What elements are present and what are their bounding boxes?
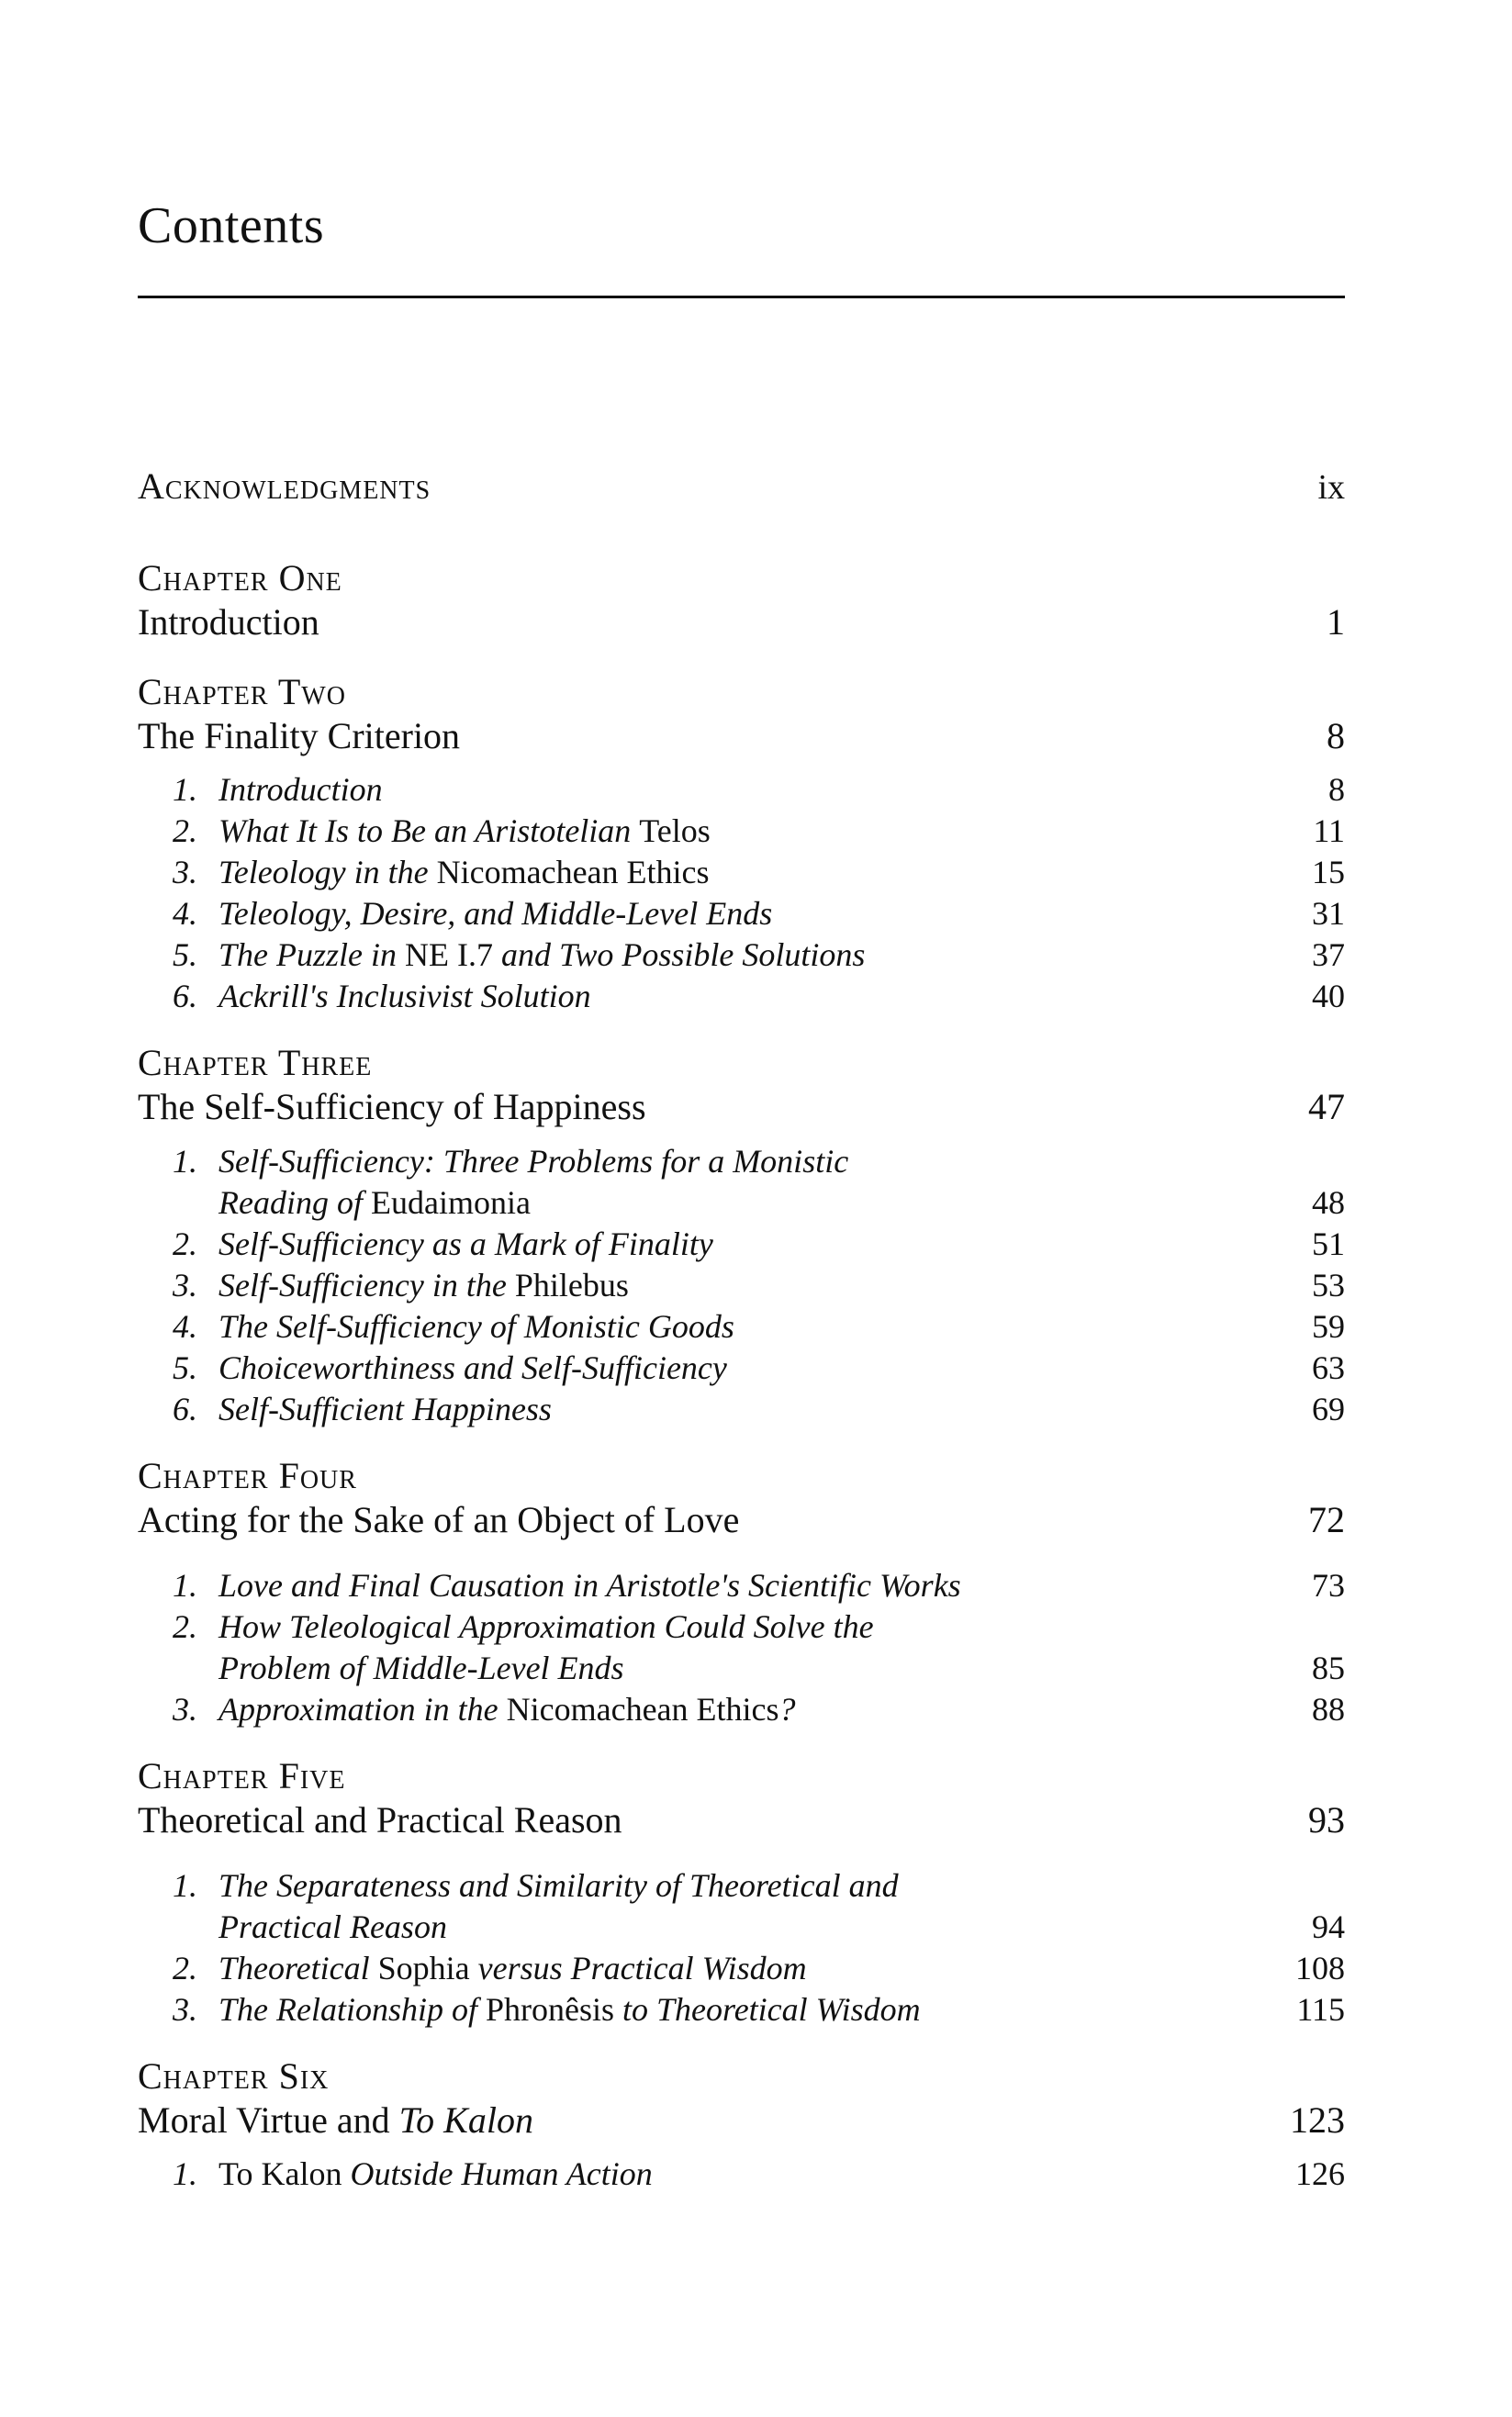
toc-section-entry[interactable] (138, 1948, 1345, 1985)
section-page: 63 (1312, 1349, 1345, 1386)
section-page: 15 (1312, 854, 1345, 890)
section-number: 2. (173, 1950, 197, 1986)
section-number: 2. (173, 1225, 197, 1262)
section-page: 31 (1312, 895, 1345, 932)
chapter-4-title: Acting for the Sake of an Object of Love (138, 1499, 740, 1540)
chapter-4-heading: Chapter Four (138, 1455, 357, 1496)
section-title: The Separateness and Similarity of Theoretical and (218, 1867, 899, 1904)
section-number: 3. (173, 854, 197, 890)
toc-section-entry[interactable] (138, 1224, 1345, 1260)
chapter-heading (138, 1456, 1345, 1494)
chapter-4-page: 72 (1308, 1499, 1345, 1540)
toc-entry-acknowledgments[interactable] (138, 465, 1345, 507)
section-page: 37 (1312, 936, 1345, 973)
chapter-heading (138, 1756, 1345, 1795)
chapter-5-page: 93 (1308, 1799, 1345, 1841)
chapter-6-page: 123 (1290, 2099, 1345, 2141)
chapter-5-title: Theoretical and Practical Reason (138, 1799, 622, 1841)
section-page: 108 (1295, 1950, 1345, 1986)
section-number: 5. (173, 1349, 197, 1386)
section-title: The Self-Sufficiency of Monistic Goods (218, 1308, 734, 1345)
section-page: 94 (1312, 1908, 1345, 1945)
chapter-1-page: 1 (1327, 601, 1345, 643)
chapter-2-heading: Chapter Two (138, 671, 346, 712)
toc-section-entry[interactable] (138, 893, 1345, 930)
toc-entry-chapter-5[interactable] (138, 1800, 1345, 1839)
section-page: 48 (1312, 1184, 1345, 1221)
section-title: Self-Sufficiency as a Mark of Finality (218, 1225, 713, 1262)
section-page: 73 (1312, 1567, 1345, 1604)
section-title-continued: Practical Reason (218, 1908, 447, 1945)
section-title-continued: Problem of Middle-Level Ends (218, 1650, 624, 1686)
toc-section-entry[interactable] (138, 1389, 1345, 1426)
toc-entry-chapter-3[interactable] (138, 1087, 1345, 1125)
chapter-6-title: Moral Virtue and To Kalon (138, 2099, 533, 2141)
section-number: 6. (173, 1391, 197, 1427)
section-number: 2. (173, 1608, 197, 1645)
toc-section-entry[interactable] (138, 811, 1345, 847)
section-page: 40 (1312, 978, 1345, 1014)
section-title: How Teleological Approximation Could Solve the (218, 1608, 874, 1645)
toc-section-entry-continued[interactable] (138, 1182, 1345, 1219)
section-title: What It Is to Be an Aristotelian Telos (218, 812, 711, 849)
section-number: 1. (173, 1867, 197, 1904)
section-number: 1. (173, 1143, 197, 1180)
section-title: Self-Sufficient Happiness (218, 1391, 552, 1427)
section-page: 59 (1312, 1308, 1345, 1345)
title-divider (138, 296, 1345, 298)
section-title: The Puzzle in NE I.7 and Two Possible Solutions (218, 936, 866, 973)
section-title: Theoretical Sophia versus Practical Wisdom (218, 1950, 807, 1986)
chapter-2-title: The Finality Criterion (138, 715, 461, 756)
section-page: 126 (1295, 2155, 1345, 2192)
chapter-6-heading: Chapter Six (138, 2055, 330, 2097)
chapter-3-page: 47 (1308, 1086, 1345, 1127)
toc-section-entry[interactable] (138, 1265, 1345, 1302)
chapter-1-title: Introduction (138, 601, 319, 643)
section-number: 4. (173, 1308, 197, 1345)
toc-section-entry[interactable] (138, 1348, 1345, 1384)
section-title: Ackrill's Inclusivist Solution (218, 978, 591, 1014)
section-page: 53 (1312, 1267, 1345, 1304)
toc-section-entry[interactable] (138, 852, 1345, 889)
section-page: 8 (1328, 771, 1345, 808)
section-number: 1. (173, 1567, 197, 1604)
section-number: 4. (173, 895, 197, 932)
toc-section-entry[interactable] (138, 934, 1345, 971)
section-page: 115 (1296, 1991, 1345, 2028)
toc-entry-chapter-2[interactable] (138, 716, 1345, 755)
section-number: 6. (173, 978, 197, 1014)
toc-section-entry[interactable] (138, 1989, 1345, 2026)
toc-entry-chapter-4[interactable] (138, 1500, 1345, 1539)
section-title: To Kalon Outside Human Action (218, 2155, 653, 2192)
section-number: 3. (173, 1267, 197, 1304)
section-number: 3. (173, 1691, 197, 1728)
chapter-3-heading: Chapter Three (138, 1042, 373, 1083)
toc-entry-chapter-6[interactable] (138, 2100, 1345, 2139)
chapter-heading (138, 1043, 1345, 1081)
section-page: 51 (1312, 1225, 1345, 1262)
section-title: Teleology in the Nicomachean Ethics (218, 854, 710, 890)
section-title: Introduction (218, 771, 383, 808)
section-title: Choiceworthiness and Self-Sufficiency (218, 1349, 727, 1386)
chapter-1-heading: Chapter One (138, 557, 342, 599)
toc-section-entry[interactable] (138, 1306, 1345, 1343)
section-title: The Relationship of Phronêsis to Theoretical Wisdom (218, 1991, 921, 2028)
chapter-2-page: 8 (1327, 715, 1345, 756)
toc-section-entry[interactable] (138, 769, 1345, 806)
section-number: 1. (173, 2155, 197, 2192)
section-number: 2. (173, 812, 197, 849)
toc-section-entry-continued[interactable] (138, 1648, 1345, 1684)
section-number: 5. (173, 936, 197, 973)
toc-section-entry[interactable] (138, 1865, 1345, 1902)
section-title: Self-Sufficiency in the Philebus (218, 1267, 629, 1304)
toc-entry-chapter-1[interactable] (138, 602, 1345, 641)
section-number: 3. (173, 1991, 197, 2028)
acknowledgments-page: ix (1317, 468, 1345, 507)
acknowledgments-label: Acknowledgments (138, 465, 431, 507)
chapter-heading (138, 672, 1345, 711)
section-page: 11 (1313, 812, 1345, 849)
chapter-3-title: The Self-Sufficiency of Happiness (138, 1086, 646, 1127)
section-title: Approximation in the Nicomachean Ethics? (218, 1691, 796, 1728)
section-page: 85 (1312, 1650, 1345, 1686)
section-number: 1. (173, 771, 197, 808)
chapter-5-heading: Chapter Five (138, 1755, 346, 1796)
section-page: 69 (1312, 1391, 1345, 1427)
toc-section-entry[interactable] (138, 1565, 1345, 1602)
section-page: 88 (1312, 1691, 1345, 1728)
section-title-continued: Reading of Eudaimonia (218, 1184, 531, 1221)
page-title: Contents (138, 197, 325, 254)
toc-section-entry[interactable] (138, 1141, 1345, 1178)
section-title: Self-Sufficiency: Three Problems for a Monistic (218, 1143, 849, 1180)
toc-section-entry[interactable] (138, 1689, 1345, 1726)
toc-section-entry-continued[interactable] (138, 1907, 1345, 1943)
chapter-heading (138, 2056, 1345, 2095)
toc-section-entry[interactable] (138, 2154, 1345, 2190)
section-title: Teleology, Desire, and Middle-Level Ends (218, 895, 773, 932)
toc-section-entry[interactable] (138, 1606, 1345, 1643)
section-title: Love and Final Causation in Aristotle's Scientific Works (218, 1567, 961, 1604)
toc-section-entry[interactable] (138, 976, 1345, 1013)
chapter-heading (138, 558, 1345, 597)
